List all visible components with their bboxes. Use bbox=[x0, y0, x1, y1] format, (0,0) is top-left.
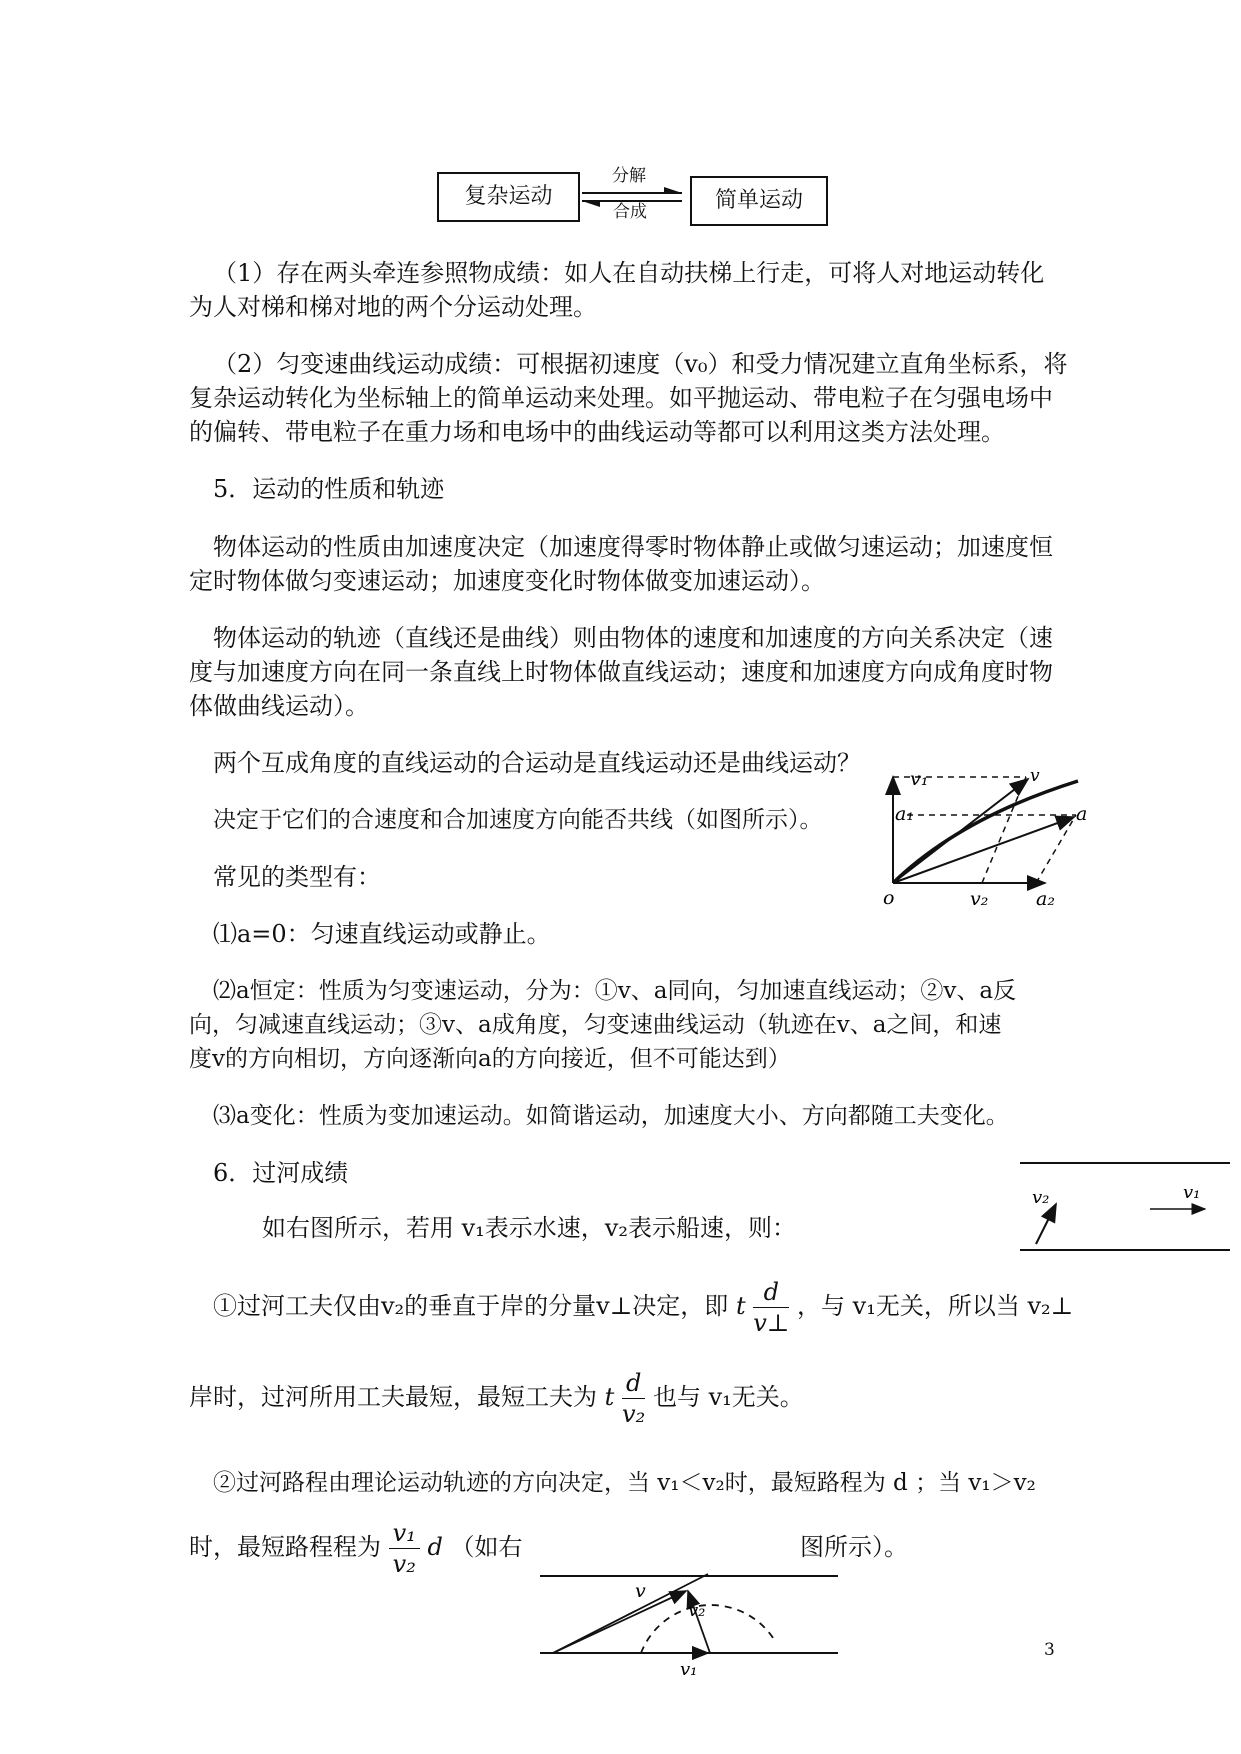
paragraph-1-line-2: 为人对梯和梯对地的两个分运动处理。 bbox=[189, 293, 597, 321]
trajectory-line bbox=[553, 1574, 708, 1653]
rule-1b-pre: 岸时，过河所用工夫最短，最短工夫为 bbox=[189, 1383, 597, 1411]
bottom-label-v1: v₁ bbox=[680, 1659, 698, 1680]
rule-2-d: d bbox=[427, 1533, 443, 1561]
simple-motion-label: 简单运动 bbox=[714, 188, 803, 213]
paragraph-2-line-1: （2）匀变速曲线运动成绩：可根据初速度（v₀）和受力情况建立直角坐标系，将 bbox=[213, 350, 1068, 378]
section-5-p2-line-3: 体做曲线运动）。 bbox=[189, 692, 369, 720]
river-label-v1: v₁ bbox=[1183, 1182, 1201, 1203]
rule-1-pre: ①过河工夫仅由v₂的垂直于岸的分量v⊥决定，即 bbox=[213, 1292, 729, 1320]
rule-1b-numerator: d bbox=[622, 1368, 645, 1399]
resultant-v-arrow bbox=[553, 1591, 686, 1653]
section-5-p1-line-2: 定时物体做匀变速运动；加速度变化时物体做变加速运动）。 bbox=[189, 567, 825, 595]
label-o: o bbox=[883, 887, 895, 909]
section-6-heading: 6．过河成绩 bbox=[213, 1159, 349, 1187]
paragraph-2-line-3: 的偏转、带电粒子在重力场和电场中的曲线运动等都可以利用这类方法处理。 bbox=[189, 418, 1005, 446]
label-v2: v₂ bbox=[970, 888, 989, 910]
section-5-heading: 5．运动的性质和轨迹 bbox=[213, 475, 445, 503]
rule-2-numerator: v₁ bbox=[389, 1518, 420, 1549]
label-a: a bbox=[1076, 803, 1088, 825]
section-5-p2-line-1: 物体运动的轨迹（直线还是曲线）则由物体的速度和加速度的方向关系决定（速 bbox=[213, 624, 1053, 652]
bottom-label-v: v bbox=[635, 1580, 646, 1602]
label-a1: a₁ bbox=[895, 803, 914, 825]
section-6-intro: 如右图所示，若用 v₁表示水速，v₂表示船速，则： bbox=[262, 1214, 796, 1242]
type-2-line-1: ⑵a恒定：性质为匀变速运动，分为：①v、a同向，匀加速直线运动；②v、a反 bbox=[213, 978, 1017, 1004]
rule-2-post: 图所示）。 bbox=[800, 1533, 908, 1561]
page-number: 3 bbox=[1044, 1640, 1055, 1660]
river-label-v2: v₂ bbox=[1032, 1187, 1050, 1208]
rule-2-pre: 时，最短路程程为 bbox=[189, 1533, 381, 1561]
paragraph-1-line-1: （1）存在两头牵连参照物成绩：如人在自动扶梯上行走，可将人对地运动转化 bbox=[213, 259, 1045, 287]
rule-1b-denominator: v₂ bbox=[622, 1400, 646, 1428]
label-v1: v₁ bbox=[910, 768, 929, 790]
section-5-p2-line-2: 度与加速度方向在同一条直线上时物体做直线运动；速度和加速度方向成角度时物 bbox=[189, 658, 1053, 686]
type-3: ⑶a变化：性质为变加速运动。如简谐运动，加速度大小、方向都随工夫变化。 bbox=[213, 1103, 1009, 1129]
rule-1b-t: t bbox=[604, 1383, 615, 1411]
compose-label: 合成 bbox=[613, 202, 647, 222]
rule-1-numerator: d bbox=[753, 1277, 789, 1308]
rule-2-line-1: ②过河路程由理论运动轨迹的方向决定，当 v₁＜v₂时，最短路程为 d ；当 v₁＞v₂ bbox=[213, 1470, 1036, 1496]
decompose-label: 分解 bbox=[612, 166, 646, 186]
complex-motion-label: 复杂运动 bbox=[464, 184, 553, 209]
type-2-line-3: 度v的方向相切，方向逐渐向a的方向接近，但不可能达到） bbox=[189, 1046, 791, 1072]
answer-line: 决定于它们的合速度和合加速度方向能否共线（如图所示）。 bbox=[213, 807, 823, 833]
type-1: ⑴a=0：匀速直线运动或静止。 bbox=[213, 920, 551, 948]
rule-2-mid: （如右 bbox=[450, 1533, 523, 1561]
rule-2-denominator: v₂ bbox=[392, 1550, 416, 1578]
paragraph-2-line-2: 复杂运动转化为坐标轴上的简单运动来处理。如平抛运动、带电粒子在匀强电场中 bbox=[189, 384, 1053, 412]
types-intro: 常见的类型有： bbox=[213, 863, 381, 891]
type-2-line-2: 向，匀减速直线运动；③v、a成角度，匀变速曲线运动（轨迹在v、a之间，和速 bbox=[189, 1012, 1002, 1038]
section-5-p1-line-1: 物体运动的性质由加速度决定（加速度得零时物体静止或做匀速运动；加速度恒 bbox=[213, 533, 1053, 561]
rule-1b-post: 也与 v₁无关。 bbox=[652, 1383, 804, 1411]
question-line: 两个互成角度的直线运动的合运动是直线运动还是曲线运动？ bbox=[213, 749, 861, 777]
rule-1-t: t bbox=[735, 1292, 746, 1320]
rule-1-denominator: v⊥ bbox=[753, 1309, 790, 1337]
label-v: v bbox=[1030, 766, 1040, 786]
label-a2: a₂ bbox=[1036, 888, 1055, 910]
rule-1-post: ，与 v₁无关，所以当 v₂⊥ bbox=[797, 1292, 1074, 1320]
bottom-label-v2: v₂ bbox=[688, 1600, 706, 1621]
